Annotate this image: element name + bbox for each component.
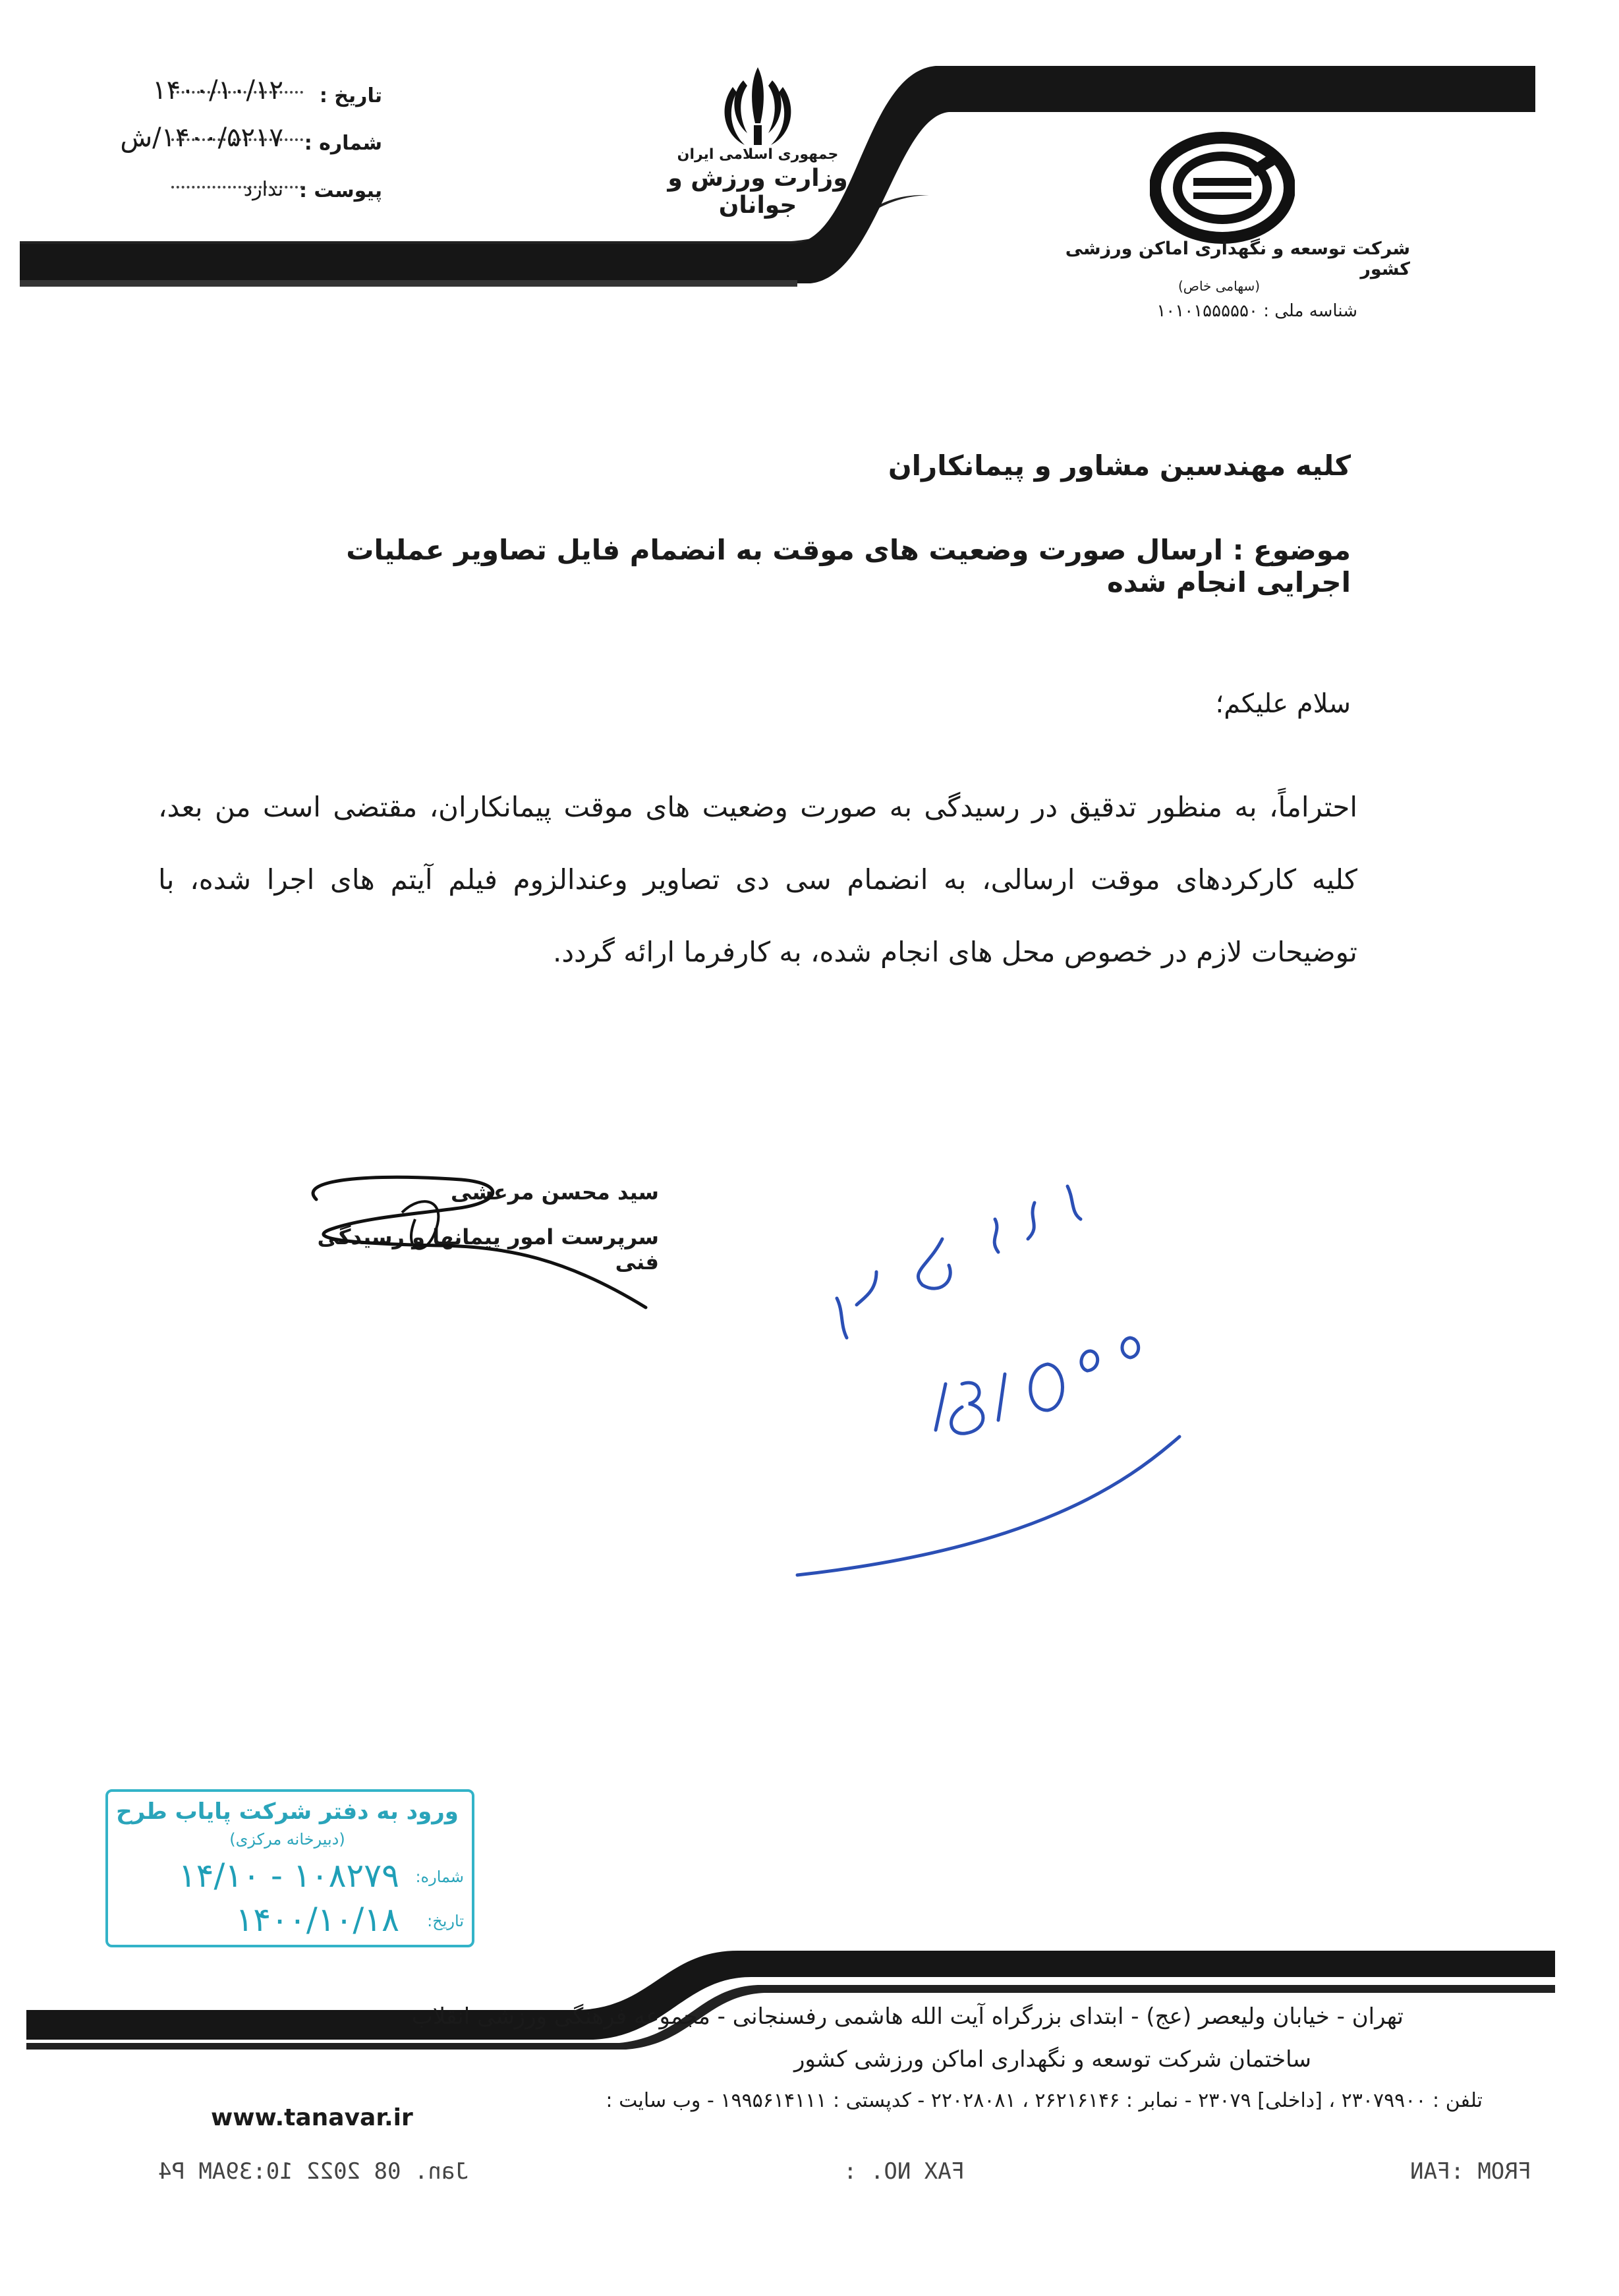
- country-name: جمهوری اسلامی ایران: [677, 146, 839, 163]
- company-type: (سهامی خاص): [1178, 278, 1261, 294]
- attachment-value: ندارد: [243, 178, 283, 201]
- subject-line: موضوع : ارسال صورت وضعیت های موقت به انضمام فایل تصاویر عملیات اجرایی انجام شده: [346, 534, 1351, 598]
- footer-address: تهران - خیابان ولیعصر (عج) - ابتدای بزرگراه آیت الله هاشمی رفسنجانی - مجموعه فرهنگی ورزشی انقلاب: [411, 2003, 1404, 2030]
- greeting: سلام علیکم؛: [1215, 689, 1351, 719]
- recipient-line: کلیه مهندسین مشاور و پیمانکاران: [888, 449, 1351, 482]
- company-logo-icon: [1150, 132, 1295, 244]
- body-paragraph: احتراماً، به منظور تدقیق در رسیدگی به صورت وضعیت های موقت پیمانکاران، مقتضی است من بعد، کلیه کارکردهای موقت ارسالی، به انضمام سی دی تصاویر وعندالزوم فیلم آیتم های اجرا شده، با توضیحات لازم در خصوص محل های انجام شده، به کارفرما ارائه گردد.: [158, 791, 1357, 968]
- signer-title: سرپرست امور پیمانها و رسیدگی فنی: [317, 1224, 659, 1275]
- attachment-dots: [171, 186, 303, 188]
- attachment-row: [99, 179, 382, 212]
- stamp-number-label: شماره:: [415, 1868, 464, 1886]
- handwritten-archive-note: [758, 1140, 1219, 1601]
- footer-website-link[interactable]: www.tanavar.ir: [211, 2104, 413, 2131]
- national-id: شناسه ملی : ۱۰۱۰۱۵۵۵۵۵۰: [1156, 301, 1357, 321]
- received-stamp: [105, 1789, 474, 1947]
- ministry-name: وزارت ورزش و جوانان: [667, 165, 848, 219]
- fax-timestamp: Jan. 08 2022 10:39AM P4: [158, 2158, 469, 2185]
- fax-from: FROM :FAN: [1410, 2158, 1532, 2185]
- date-label: تاریخ :: [319, 84, 382, 107]
- letter-number: ۱۴۰۰/۵۲۱۷/ش: [120, 123, 283, 153]
- number-row: [99, 123, 382, 165]
- stamp-number: ۱۰۸۲۷۹ - ۱۴/۱۰: [178, 1856, 399, 1895]
- date-row: [99, 75, 382, 117]
- letter-date: ۱۴۰۰/۱۰/۱۲: [152, 75, 283, 105]
- stamp-date-label: تاریخ:: [427, 1912, 464, 1930]
- number-label: شماره :: [304, 132, 382, 155]
- fax-number: FAX NO. :: [843, 2158, 965, 2185]
- stamp-title: ورود به دفتر شرکت پایاب طرح: [116, 1798, 459, 1825]
- handwritten-signature: [290, 1140, 698, 1338]
- footer-contact: تلفن : ۲۳۰۷۹۹۰۰ ، [داخلی] ۲۳۰۷۹ - نمابر : ۲۶۲۱۶۱۴۶ ، ۲۲۰۲۸۰۸۱ - کدپستی : ۱۹۹۵۶۱۴۱۱۱ - وب سایت :: [606, 2089, 1483, 2112]
- company-name: شرکت توسعه و نگهداری اماکن ورزشی کشور: [1065, 239, 1410, 279]
- signer-name: سید محسن مرعشی: [450, 1180, 659, 1205]
- attachment-label: پیوست :: [298, 179, 382, 202]
- footer-building: ساختمان شرکت توسعه و نگهداری اماکن ورزشی کشور: [793, 2046, 1311, 2073]
- iran-emblem-icon: [718, 61, 797, 153]
- stamp-date: ۱۴۰۰/۱۰/۱۸: [235, 1901, 399, 1939]
- stamp-subtitle: (دبیرخانه مرکزی): [229, 1830, 345, 1849]
